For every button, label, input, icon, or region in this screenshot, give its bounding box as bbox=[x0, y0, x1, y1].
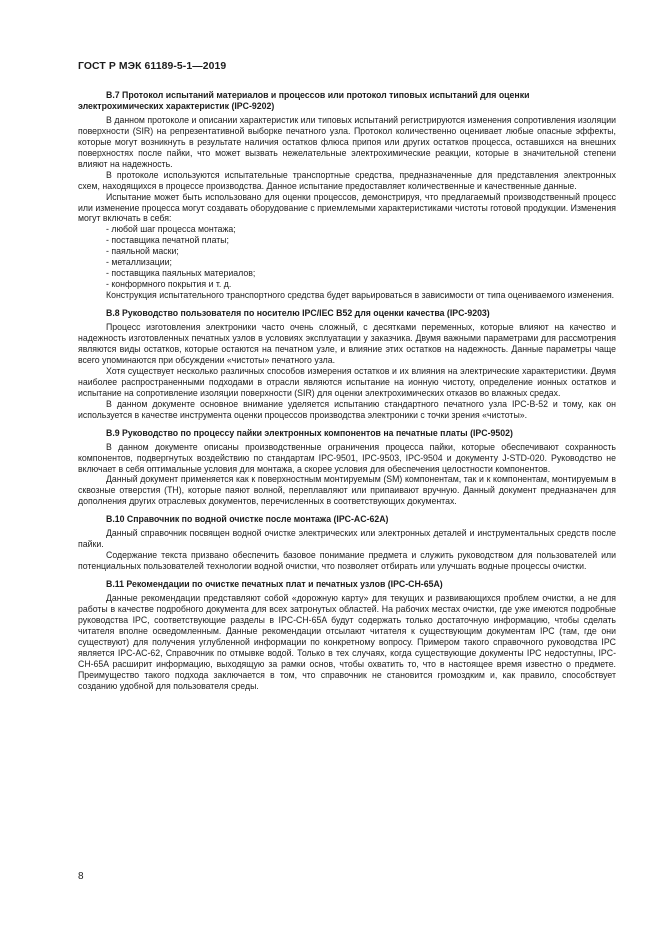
list-item: - любой шаг процесса монтажа; bbox=[106, 224, 236, 235]
paragraph: Данный документ применяется как к поверхностным монтируемым (SM) компонентам, так и к компонентам, монтируемым в сквозные отверстия (TH), которые паяют волной, переплавляют или припаивают вручную. Данный документ предназначен для дополнения других отраслевых документов, перечисленных в соответствующих документах. bbox=[78, 474, 616, 507]
section-title-b10: B.10 Справочник по водной очистке после монтажа (IPC-AC-62A) bbox=[106, 514, 389, 525]
list-item: - конформного покрытия и т. д. bbox=[106, 279, 232, 290]
section-title-b8: B.8 Руководство пользователя по носителю IPC/IEC B52 для оценки качества (IPC-9203) bbox=[106, 308, 490, 319]
list-item: - металлизации; bbox=[106, 257, 172, 268]
section-title-b7: B.7 Протокол испытаний материалов и процессов или протокол типовых испытаний для оценки электрохимических характеристик (IPC-9202) bbox=[78, 90, 530, 111]
section-title-b11: B.11 Рекомендации по очистке печатных плат и печатных узлов (IPC-CH-65A) bbox=[106, 579, 443, 590]
paragraph: Процесс изготовления электроники часто очень сложный, с десятками переменных, которые влияют на качество и надежность изготовленных печатных узлов в условиях эксплуатации у заказчика. Двумя важными параметрами для рассмотрения являются виды остатков, которые остаются на печатном узле, и влияние этих остатков на надежность. Данные параметры чаще всего упоминаются при обсуждении «чистоты» печатного узла. bbox=[78, 322, 616, 365]
paragraph: Данный справочник посвящен водной очистке электрических или электронных деталей и инструментальных средств после пайки. bbox=[78, 528, 616, 550]
paragraph: В данном протоколе и описании характеристик или типовых испытаний регистрируются изменения сопротивления изоляции поверхности (SIR) на репрезентативной выборке печатного узла. Протокол количественно оценивает любые опасные эффекты, которые могут возникнуть в результате наличия остатков флюса припоя или других остатков процесса, оставшихся на внешних поверхностях после пайки, что может вызвать нежелательные электрохимические реакции, которые в значительной степени влияют на надежность. bbox=[78, 114, 616, 169]
list-item: - поставщика паяльных материалов; bbox=[106, 268, 256, 279]
paragraph: В данном документе описаны производственные ограничения процесса пайки, которые обеспечивают сохранность компонентов, подвергнутых воздействию по стандартам IPC-9501, IPC-9503, IPC-9504 и документу J-STD-020. Руководство не включает в себя оптимальные условия для монтажа, а скорее условия для обеспечения целостности компонентов. bbox=[78, 441, 616, 474]
paragraph: Содержание текста призвано обеспечить базовое понимание предмета и служить руководством для пользователей или потенциальных пользователей технологии водной очистки, что позволяет отбирать или улучшать водные процессы очистки. bbox=[78, 550, 616, 572]
paragraph: В данном документе основное внимание уделяется испытанию стандартного печатного узла IPC-B-52 и тому, как он используется в качестве инструмента оценки процессов производства электроники с точки зрения «чистоты». bbox=[78, 398, 616, 420]
list-item: - паяльной маски; bbox=[106, 246, 179, 257]
page-number: 8 bbox=[78, 871, 84, 882]
paragraph: Данные рекомендации представляют собой «дорожную карту» для текущих и развивающихся проблем очистки, а не для работы в качестве подробного документа для всех затронутых областей. На рабочих местах очистки, где уже имеются подробные руководства IPC, соответствующие разделы в IPC-CH-65A будут содержать только достаточную информацию, чтобы сделать читателя вполне осведомленным. Данные рекомендации отсылают читателя к существующим документам IPC (там, где они существуют) для получения углубленной информации по конкретному вопросу. Примером такого справочного руководства IPC является IPC-AC-62, Справочник по отмывке водой. Только в тех случаях, когда существующие документы IPC недоступны, IPC-CH-65A расширит информацию, выходящую за рамки основ, чтобы охватить то, что в настоящее время известно о предмете. Преимущество такого подхода заключается в том, что справочник не становится громоздким и, как правило, способствует созданию удобной для пользователя среды. bbox=[78, 593, 616, 691]
list-item: - поставщика печатной платы; bbox=[106, 235, 229, 246]
change-list bbox=[78, 224, 616, 290]
paragraph: Хотя существует несколько различных способов измерения остатков и их влияния на электрические характеристики. Двумя наиболее распространенными подходами в отрасли являются испытание на ионную чистоту, определение ионных остатков и испытание на сопротивление изоляции поверхности (SIR) для оценки электрохимических отказов во влажных средах. bbox=[78, 365, 616, 398]
paragraph: Конструкция испытательного транспортного средства будет варьироваться в зависимости от типа оцениваемого изменения. bbox=[106, 290, 615, 301]
document-body bbox=[78, 90, 616, 692]
section-title-b9: B.9 Руководство по процессу пайки электронных компонентов на печатные платы (IPC-9502) bbox=[106, 427, 513, 438]
paragraph: Испытание может быть использовано для оценки процессов, демонстрируя, что предлагаемый производственный процесс или изменение процесса могут создавать оборудование с приемлемыми характеристиками чистоты готовой продукции. Изменения могут включать в себя: bbox=[78, 191, 616, 224]
document-header: ГОСТ Р МЭК 61189-5-1—2019 bbox=[78, 61, 227, 72]
paragraph: В протоколе используются испытательные транспортные средства, предназначенные для представления электронных схем, находящихся в процессе производства. Данное испытание предоставляет количественные и качественные данные. bbox=[78, 169, 616, 191]
